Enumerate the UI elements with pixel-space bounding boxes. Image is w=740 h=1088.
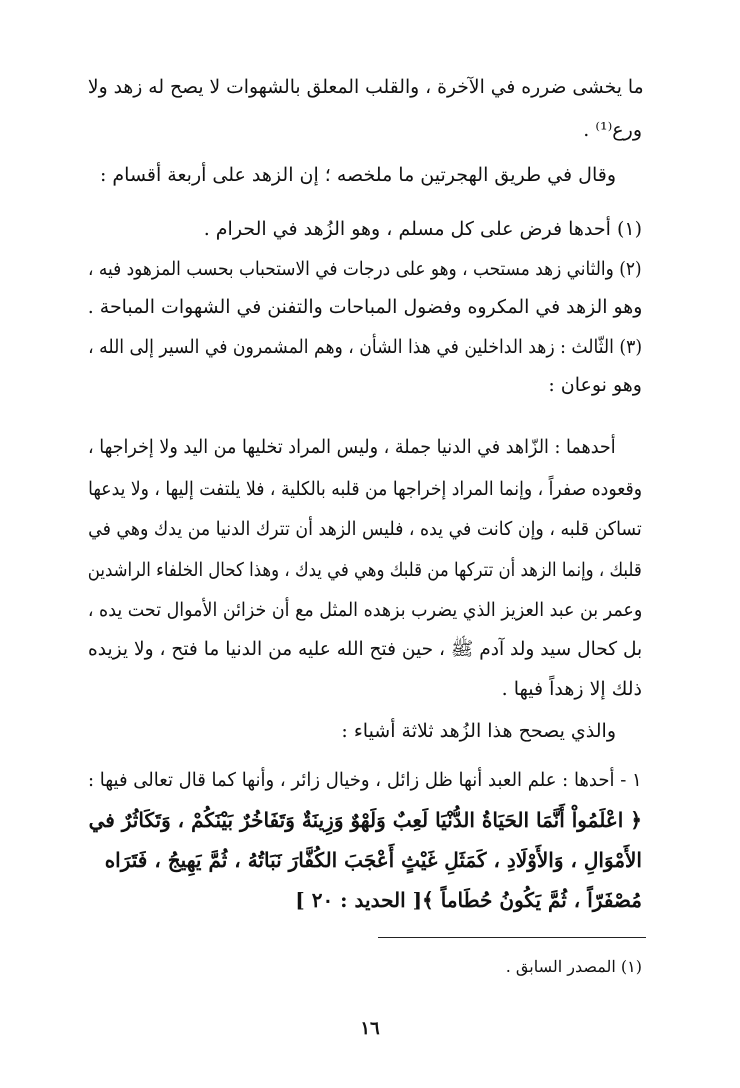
text-line-16: والذي يصحح هذا الزُهد ثلاثة أشياء : bbox=[341, 720, 616, 742]
text-line-3: وقال في طريق الهجرتين ما ملخصه ؛ إن الزهد على أربعة أقسام : bbox=[99, 164, 616, 186]
quran-verse-line-1: ﴿ اعْلَمُواْ أَنَّمَا الحَيَاةُ الدُّنْيَا لَعِبٌ وَلَهْوٌ وَزِينَةٌ وَتَفَاخُرٌ بَيْنَكُمْ ، وَتَكَاثُرٌ في bbox=[88, 808, 642, 832]
text-line-14: بل كحال سيد ولد آدم ﷺ ، حين فتح الله عليه من الدنيا ما فتح ، ولا يزيده bbox=[87, 638, 642, 660]
text-line-12: قلبك ، وإنما الزهد أن تتركها من قلبك وهي في يدك ، وهذا كحال الخلفاء الراشدين bbox=[88, 559, 642, 581]
text-line-11: تساكن قلبه ، وإن كانت في يده ، فليس الزهد أن تترك الدنيا من يدك وهي في bbox=[88, 518, 642, 540]
text-line-5: (٢) والثاني زهد مستحب ، وهو على درجات في الاستحباب بحسب المزهود فيه ، bbox=[88, 258, 642, 280]
text-line-17: ١ - أحدها : علم العبد أنها ظل زائل ، وخيال زائر ، وأنها كما قال تعالى فيها : bbox=[88, 769, 642, 791]
text-line-8: وهو نوعان : bbox=[548, 374, 642, 396]
quran-verse-line-2: الأَمْوَالِ ، وَالأَوْلَادِ ، كَمَثَلِ غَيْثٍ أَعْجَبَ الكُفَّارَ نَبَاتُهُ ، ثُمَّ يَهِيجُ ، فَتَرَاه bbox=[104, 848, 642, 872]
text-line-10: وقعوده صفراً ، وإنما المراد إخراجها من قلبه بالكلية ، فلا يلتفت إليها ، ولا يدعها bbox=[88, 478, 642, 500]
page-number: ١٦ bbox=[360, 1018, 380, 1039]
text-line-7: (٣) الثّالث : زهد الداخلين في هذا الشأن ، وهم المشمرون في السير إلى الله ، bbox=[88, 336, 642, 358]
footnote: (١) المصدر السابق . bbox=[505, 957, 642, 976]
text-line-2: ورع⁽¹⁾ . bbox=[583, 119, 642, 141]
text-line-1: ما يخشى ضرره في الآخرة ، والقلب المعلق بالشهوات لا يصح له زهد ولا bbox=[88, 76, 644, 98]
text-line-13: وعمر بن عبد العزيز الذي يضرب بزهده المثل مع أن خزائن الأموال تحت يده ، bbox=[87, 599, 642, 621]
footnote-separator bbox=[378, 937, 646, 938]
quran-verse-line-3: مُصْفَرّاً ، ثُمَّ يَكُونُ حُطَاماً ﴾[ الحديد : ٢٠ ] bbox=[295, 888, 642, 912]
text-line-4: (١) أحدها فرض على كل مسلم ، وهو الزُهد في الحرام . bbox=[203, 218, 642, 240]
text-line-9: أحدهما : الزّاهد في الدنيا جملة ، وليس المراد تخليها من اليد ولا إخراجها ، bbox=[88, 436, 616, 458]
text-line-6: وهو الزهد في المكروه وفضول المباحات والتفنن في الشهوات المباحة . bbox=[87, 296, 642, 318]
text-line-15: ذلك إلا زهداً فيها . bbox=[501, 678, 642, 700]
